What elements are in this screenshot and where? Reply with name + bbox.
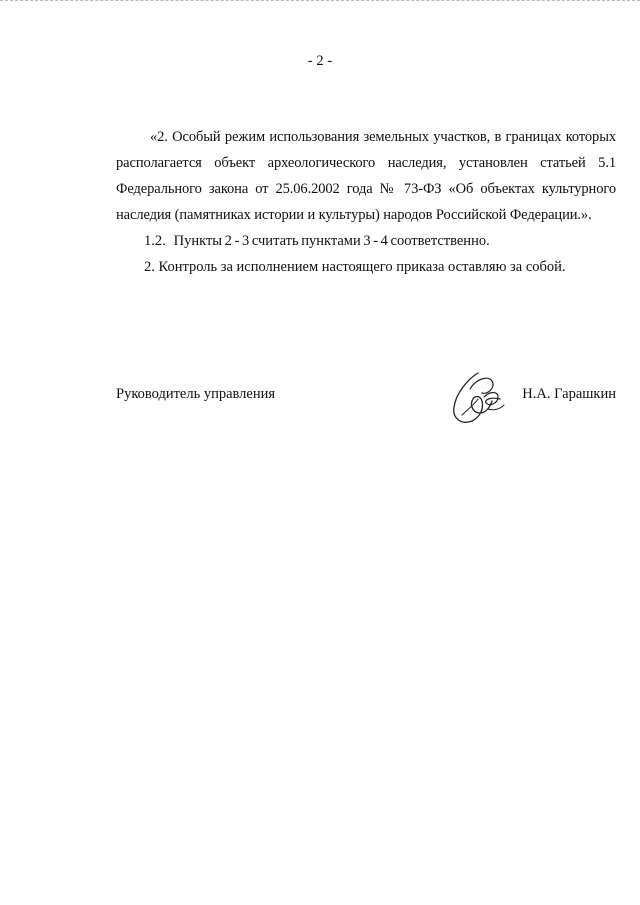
paragraph-renumbering: 1.2. Пункты 2 - 3 считать пунктами 3 - 4 соответственно.	[144, 233, 490, 249]
scan-edge-line	[0, 0, 640, 1]
signatory-name: Н.А. Гарашкин	[522, 386, 616, 402]
page-number: - 2 -	[307, 53, 333, 69]
signatory-position: Руководитель управления	[116, 386, 276, 402]
signature-block	[116, 381, 616, 441]
paragraph-control: 2. Контроль за исполнением настоящего приказа оставляю за собой.	[144, 259, 566, 275]
handwritten-signature	[448, 369, 508, 431]
document-body	[116, 124, 616, 280]
paragraph-amendment: «2. Особый режим использования земельных участков, в границах которых располагается объект археологического наследия, установлен статьей 5.1 Федерального закона от 25.06.2002 года № 73-ФЗ «Об объектах культурного наследия (памятниках истории и культуры) народов Российской Федерации.».	[116, 129, 616, 223]
